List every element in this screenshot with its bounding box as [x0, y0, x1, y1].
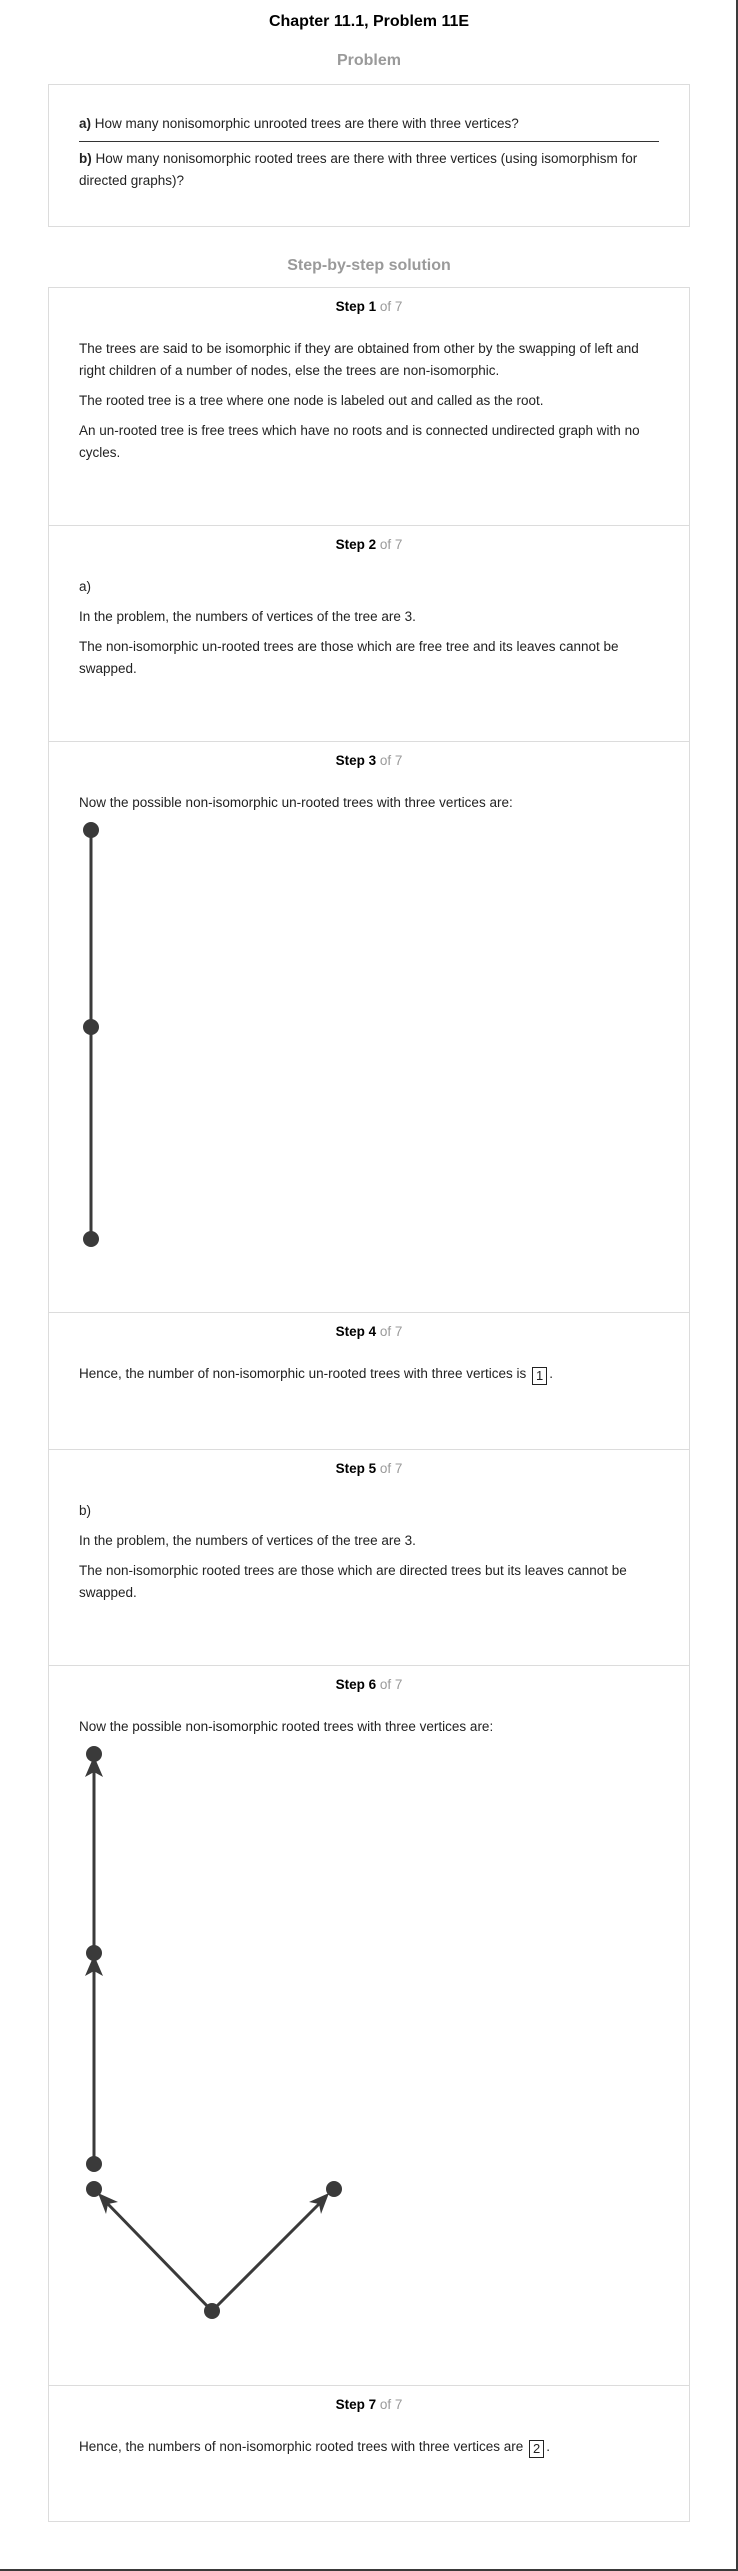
step-2 [49, 525, 689, 741]
step-5-para-2: In the problem, the numbers of vertices of the tree are 3. [79, 1533, 416, 1548]
chain-vertex-middle [86, 1945, 102, 1961]
step-2-header [79, 536, 659, 554]
step-1-para-3: An un-rooted tree is free trees which have no roots and is connected undirected graph with no cycles. [79, 423, 640, 460]
part-a-label: a) [79, 116, 92, 131]
step-6-count: of 7 [379, 1677, 403, 1692]
step-6 [49, 1665, 689, 2385]
step-1-label: Step 1 [335, 299, 377, 314]
solution-steps [48, 287, 690, 2522]
chain-vertex-root [86, 2156, 102, 2172]
step-7-label: Step 7 [335, 2397, 377, 2412]
step-1-para-2: The rooted tree is a tree where one node is labeled out and called as the root. [79, 393, 544, 408]
step-3 [49, 741, 689, 1312]
step-4-count: of 7 [379, 1324, 403, 1339]
part-b-text: How many nonisomorphic rooted trees are there with three vertices (using isomorphism for directed graphs)? [79, 151, 638, 188]
step-2-label: Step 2 [335, 537, 377, 552]
part-a-text: How many nonisomorphic unrooted trees are there with three vertices? [91, 116, 519, 131]
fork-vertex-root [204, 2303, 220, 2319]
step-4-text [79, 1363, 659, 1385]
solution-heading: Step-by-step solution [287, 257, 451, 274]
step-5-header [79, 1460, 659, 1478]
problem-divider [79, 141, 659, 142]
step-4-answer: 1 [532, 1367, 547, 1385]
step-2-para-3: The non-isomorphic un-rooted trees are those which are free tree and its leaves cannot be swapped. [79, 639, 619, 676]
step-7-count: of 7 [379, 2397, 403, 2412]
step-4-text-before: Hence, the number of non-isomorphic un-rooted trees with three vertices is [79, 1366, 530, 1381]
step-3-label: Step 3 [335, 753, 377, 768]
chapter-title: Chapter 11.1, Problem 11E [268, 13, 470, 30]
rooted-trees-diagram [49, 1746, 449, 2346]
step-4-text-after: . [549, 1366, 553, 1381]
fork-vertex-left [86, 2181, 102, 2197]
step-7-text [79, 2436, 659, 2458]
step-6-para-1: Now the possible non-isomorphic rooted trees with three vertices are: [79, 1719, 494, 1734]
step-5-count: of 7 [379, 1461, 403, 1476]
step-1-para-1: The trees are said to be isomorphic if they are obtained from other by the swapping of left and right children of a number of nodes, else the trees are non-isomorphic. [79, 341, 639, 378]
step-6-label: Step 6 [335, 1677, 377, 1692]
step-2-count: of 7 [379, 537, 403, 552]
step-5 [49, 1449, 689, 1665]
step-1 [49, 288, 689, 525]
step-1-header [79, 298, 659, 316]
step-6-header [79, 1676, 659, 1694]
step-3-para-1: Now the possible non-isomorphic un-rooted trees with three vertices are: [79, 795, 513, 810]
step-5-label: Step 5 [335, 1461, 377, 1476]
step-5-para-3: The non-isomorphic rooted trees are those which are directed trees but its leaves cannot be swapped. [79, 1563, 627, 1600]
step-7 [49, 2385, 689, 2521]
step-5-para-1: b) [79, 1503, 92, 1518]
step-7-answer: 2 [529, 2440, 544, 2458]
step-1-count: of 7 [379, 299, 403, 314]
unrooted-vertex-middle [83, 1019, 99, 1035]
unrooted-vertex-top [83, 822, 99, 838]
unrooted-tree-diagram [49, 822, 449, 1272]
step-4-header [79, 1323, 659, 1341]
step-2-para-1: a) [79, 579, 92, 594]
step-2-para-2: In the problem, the numbers of vertices of the tree are 3. [79, 609, 416, 624]
step-7-text-after: . [546, 2439, 550, 2454]
step-4-label: Step 4 [335, 1324, 377, 1339]
unrooted-vertex-bottom [83, 1231, 99, 1247]
fork-edge-left [105, 2201, 212, 2311]
part-b-label: b) [79, 151, 92, 166]
chain-vertex-top [86, 1746, 102, 1762]
step-7-text-before: Hence, the numbers of non-isomorphic rooted trees with three vertices are [79, 2439, 527, 2454]
step-3-count: of 7 [379, 753, 403, 768]
fork-edge-right [212, 2201, 322, 2311]
step-4 [49, 1312, 689, 1449]
problem-box [48, 84, 690, 227]
problem-heading: Problem [336, 52, 401, 69]
problem-part-a [79, 113, 659, 135]
step-7-header [79, 2396, 659, 2414]
fork-vertex-right [326, 2181, 342, 2197]
step-3-header [79, 752, 659, 770]
problem-part-b [79, 148, 659, 192]
